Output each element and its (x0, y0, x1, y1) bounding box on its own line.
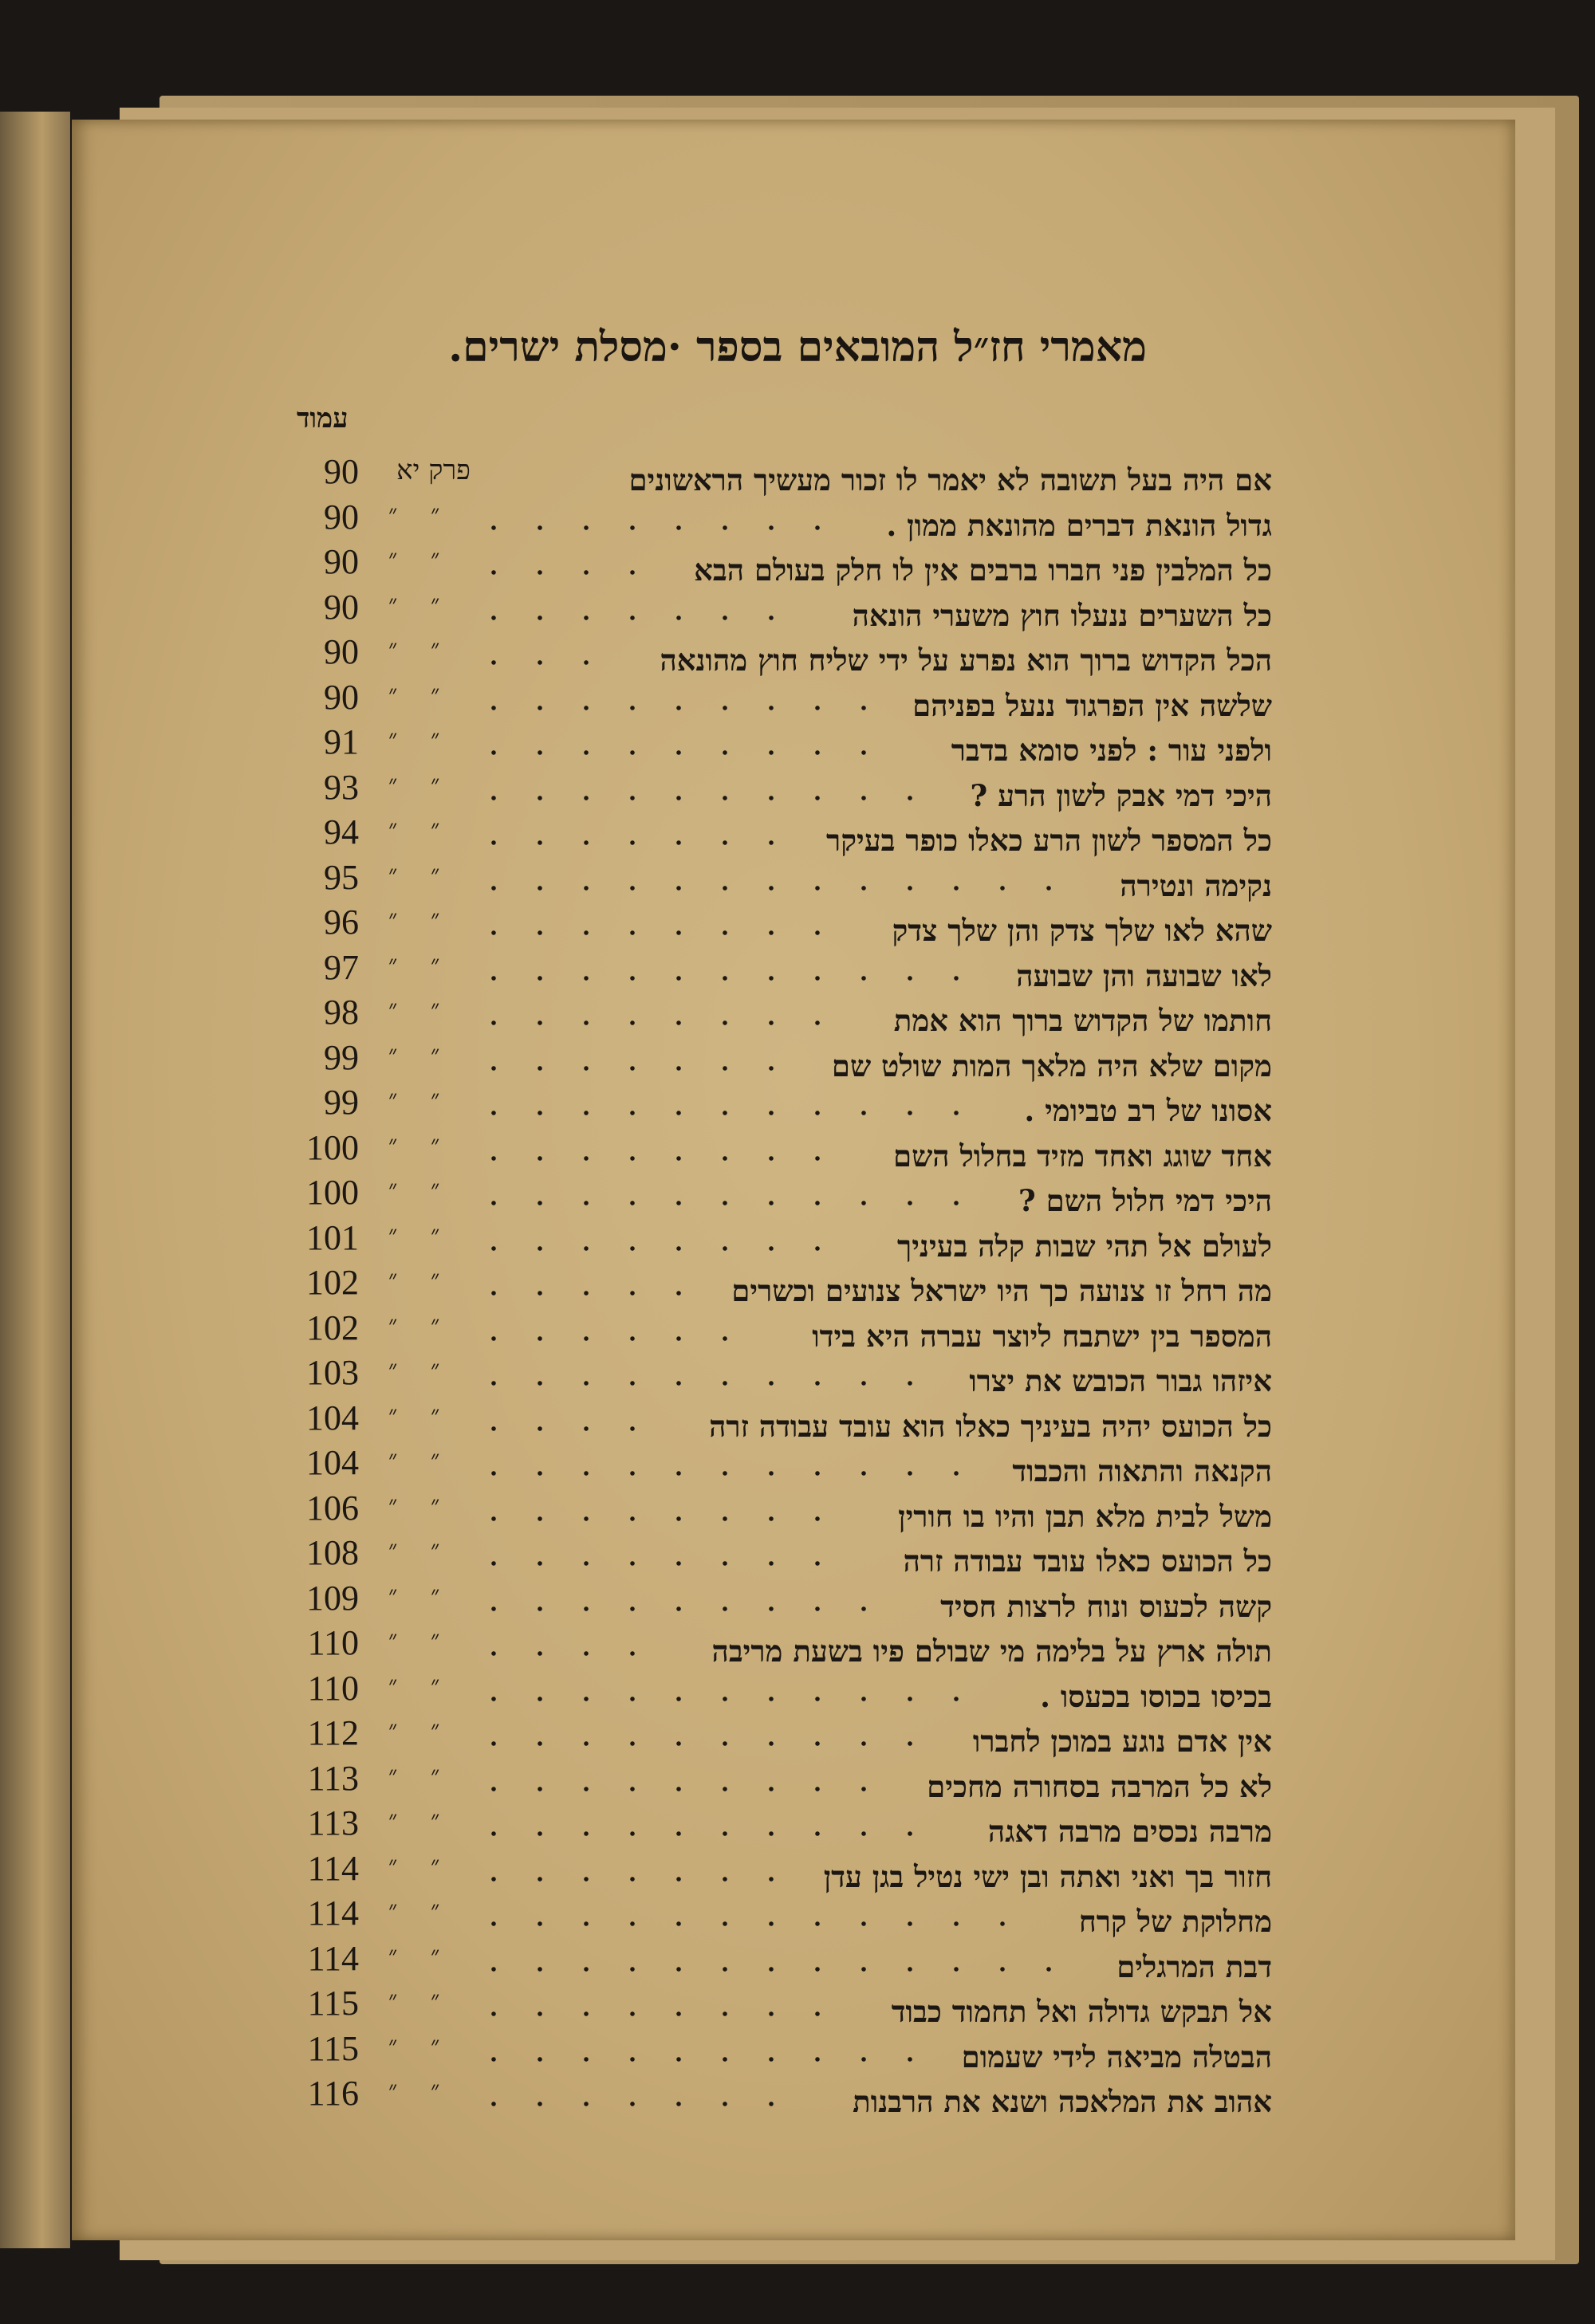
entry-text: גדול הונאת דברים מהונאת ממון . (886, 507, 1272, 543)
leader-dots (471, 660, 609, 665)
ditto-mark: ״ (388, 769, 398, 798)
entry-text: לעולם אל תהי שבות קלה בעיניך (897, 1228, 1272, 1264)
leader-dots (471, 1516, 841, 1521)
list-item (0, 1533, 1595, 1581)
entry-text: היכי דמי אבק לשון הרע ? (970, 777, 1272, 813)
ditto-mark: ״ (431, 499, 440, 528)
entry-text: אסונו של רב טביומי . (1024, 1093, 1272, 1128)
leader-dots (471, 2102, 794, 2106)
leader-dots (471, 1336, 748, 1341)
entry-text: בכיסו בכוסו בכעסו . (1040, 1678, 1272, 1714)
list-item (0, 454, 1595, 500)
list-item (0, 1127, 1595, 1176)
leader-dots (471, 1967, 1072, 1972)
entry-text: מחלוקת של קרח (1078, 1904, 1272, 1939)
entry-text: לא כל המרבה בסחורה מחכים (927, 1768, 1272, 1804)
page-number: 99 (324, 1083, 359, 1122)
ditto-mark: ״ (388, 1175, 398, 1203)
ditto-mark: ״ (388, 1355, 398, 1383)
entry-text: אם היה בעל תשובה לא יאמר לו זכור מעשיך הראשונים (628, 462, 1272, 497)
page-number: 106 (306, 1488, 359, 1528)
entry-text: שלשה אין הפרגוד ננעל בפניהם (912, 687, 1272, 723)
ditto-mark: ״ (388, 1760, 398, 1789)
entry-text: מה רחל זו צנועה כך היו ישראל צנועים וכשרים (731, 1273, 1272, 1308)
page-number: 90 (324, 542, 359, 581)
ditto-mark: ״ (431, 1716, 440, 1744)
ditto-mark: ״ (388, 635, 398, 663)
page-title: מאמרי חז״ל המובאים בספר ·מסלת ישרים. (448, 323, 1147, 372)
leader-dots (471, 1201, 979, 1205)
ditto-mark: ״ (431, 1175, 440, 1203)
list-item (0, 1623, 1595, 1671)
leader-dots (471, 1291, 702, 1296)
list-item (0, 1578, 1595, 1626)
page-number: 110 (307, 1623, 359, 1662)
page-number: 101 (306, 1217, 359, 1257)
list-item (0, 587, 1595, 635)
ditto-mark: ״ (388, 859, 398, 888)
page-number: 102 (306, 1263, 359, 1302)
list-item (0, 1175, 1595, 1221)
ditto-mark: ״ (431, 950, 440, 978)
list-item (0, 2028, 1595, 2077)
leader-dots (471, 1111, 979, 1115)
page-number: 98 (324, 993, 359, 1032)
ditto-mark: ״ (388, 679, 398, 708)
chapter-label: פרק יא (396, 454, 471, 486)
entry-text: הכל הקדוש ברוך הוא נפרע על ידי שליח חוץ מהונאה (660, 643, 1272, 678)
page-number: 100 (306, 1173, 359, 1212)
list-item (0, 947, 1595, 996)
index-list (0, 454, 1595, 2121)
page-number: 95 (324, 857, 359, 897)
ditto-mark: ״ (431, 1850, 440, 1879)
list-item (0, 1848, 1595, 1897)
ditto-mark: ״ (388, 1806, 398, 1834)
ditto-mark: ״ (388, 1626, 398, 1654)
list-item (0, 767, 1595, 816)
entry-text: הקנאה והתאוה והכבוד (1012, 1453, 1272, 1488)
ditto-mark: ״ (388, 2031, 398, 2059)
entry-text: המספר בין ישתבח ליוצר עברה היא בידו (812, 1318, 1272, 1354)
ditto-mark: ״ (431, 1040, 440, 1068)
entry-text: כל המספר לשון הרע כאלו כופר בעיקר (826, 823, 1272, 858)
ditto-mark: ״ (431, 1896, 440, 1924)
leader-dots (471, 1561, 841, 1566)
leader-dots (471, 2011, 841, 2016)
entry-text: משל לבית מלא תבן והיו בו חורין (898, 1498, 1272, 1534)
leader-dots (471, 1156, 841, 1161)
entry-text: מקום שלא היה מלאך המות שולט שם (831, 1048, 1272, 1083)
entry-text: אהוב את המלאכה ושנא את הרבנות (853, 2084, 1272, 2119)
entry-text: תולה ארץ על בלימה מי שבולם פיו בשעת מריבה (711, 1634, 1272, 1669)
ditto-mark: ״ (388, 1310, 398, 1339)
ditto-mark: ״ (431, 1536, 440, 1563)
page-number: 104 (306, 1398, 359, 1437)
ditto-mark: ״ (388, 1445, 398, 1473)
ditto-mark: ״ (431, 1760, 440, 1789)
ditto-mark: ״ (388, 545, 398, 572)
list-item (0, 1803, 1595, 1851)
page-number: 93 (324, 767, 359, 807)
ditto-mark: ״ (431, 725, 440, 753)
list-item (0, 1355, 1595, 1401)
ditto-mark: ״ (431, 1670, 440, 1699)
ditto-mark: ״ (388, 815, 398, 843)
leader-dots (471, 976, 979, 981)
ditto-mark: ״ (388, 589, 398, 618)
page-number: 94 (324, 812, 359, 851)
entry-text: חזור בך ואני ואתה ובן ישי נטיל בגן עדן (823, 1858, 1272, 1894)
ditto-mark: ״ (431, 1085, 440, 1113)
ditto-mark: ״ (431, 995, 440, 1023)
ditto-mark: ״ (388, 1040, 398, 1068)
ditto-mark: ״ (388, 499, 398, 528)
leader-dots (471, 615, 794, 620)
entry-text: מרבה נכסים מרבה דאגה (987, 1814, 1272, 1849)
ditto-mark: ״ (431, 1310, 440, 1339)
ditto-mark: ״ (388, 1986, 398, 2014)
ditto-mark: ״ (431, 769, 440, 798)
leader-dots (471, 570, 656, 575)
leader-dots (471, 525, 841, 530)
page-number: 115 (307, 1984, 359, 2023)
page-number: 114 (307, 1938, 359, 1978)
list-item (0, 2076, 1595, 2121)
leader-dots (471, 1651, 656, 1656)
list-item (0, 1037, 1595, 1086)
ditto-mark: ״ (388, 905, 398, 933)
page-number: 97 (324, 947, 359, 987)
leader-dots (471, 1020, 841, 1025)
list-item (0, 542, 1595, 590)
page-number: 96 (324, 902, 359, 942)
ditto-mark: ״ (431, 635, 440, 663)
leader-dots (471, 1831, 933, 1836)
entry-text: היכי דמי חלול השם ? (1018, 1183, 1272, 1218)
page-number: 103 (306, 1353, 359, 1392)
list-item (0, 1758, 1595, 1807)
ditto-mark: ״ (431, 1445, 440, 1473)
ditto-mark: ״ (431, 1130, 440, 1158)
page-number: 99 (324, 1037, 359, 1077)
ditto-mark: ״ (431, 1355, 440, 1383)
list-item (0, 1893, 1595, 1941)
ditto-mark: ״ (431, 1220, 440, 1249)
ditto-mark: ״ (431, 2076, 440, 2104)
list-item (0, 1488, 1595, 1536)
leader-dots (471, 2057, 933, 2062)
ditto-mark: ״ (388, 1716, 398, 1744)
ditto-mark: ״ (431, 905, 440, 933)
ditto-mark: ״ (388, 950, 398, 978)
page-number: 90 (324, 587, 359, 627)
entry-text: כל המלבין פני חברו ברבים אין לו חלק בעולם הבא (694, 552, 1272, 588)
leader-dots (471, 886, 1072, 891)
ditto-mark: ״ (431, 1986, 440, 2014)
ditto-mark: ״ (388, 1850, 398, 1879)
entry-text: אין אדם נוגע במוכן לחברו (972, 1724, 1272, 1759)
list-item (0, 1085, 1595, 1131)
leader-dots (471, 1381, 933, 1386)
ditto-mark: ״ (388, 1670, 398, 1699)
ditto-mark: ״ (431, 1806, 440, 1834)
list-item (0, 677, 1595, 726)
ditto-mark: ״ (431, 1400, 440, 1429)
list-item (0, 632, 1595, 680)
list-item (0, 1668, 1595, 1716)
ditto-mark: ״ (431, 545, 440, 572)
entry-text: אל תבקש גדולה ואל תחמוד כבוד (891, 1994, 1272, 2029)
page-number: 104 (306, 1443, 359, 1482)
entry-text: חותמו של הקדוש ברוך הוא אמת (893, 1003, 1272, 1038)
leader-dots (471, 796, 933, 800)
page-number: 100 (306, 1127, 359, 1167)
list-item (0, 857, 1595, 906)
ditto-mark: ״ (388, 725, 398, 753)
list-item (0, 995, 1595, 1040)
entry-text: ולפני עור : לפני סומא בדבר (951, 733, 1272, 768)
list-item (0, 812, 1595, 860)
page-number: 110 (307, 1668, 359, 1708)
ditto-mark: ״ (431, 1626, 440, 1654)
list-item (0, 902, 1595, 950)
page-number: 114 (307, 1848, 359, 1888)
list-item (0, 1265, 1595, 1311)
page-number: 102 (306, 1307, 359, 1347)
entry-text: קשה לכעוס ונוח לרצות חסיד (940, 1588, 1272, 1624)
list-item (0, 1398, 1595, 1446)
leader-dots (471, 930, 841, 935)
ditto-mark: ״ (431, 815, 440, 843)
entry-text: כל הכועס יהיה בעיניך כאלו הוא עובד עבודה זרה (709, 1408, 1272, 1444)
ditto-mark: ״ (388, 1536, 398, 1563)
page-number: 90 (324, 497, 359, 537)
ditto-mark: ״ (388, 1490, 398, 1519)
ditto-mark: ״ (431, 1580, 440, 1609)
leader-dots (471, 750, 887, 755)
page-number: 113 (307, 1758, 359, 1798)
page-number: 116 (307, 2074, 359, 2113)
leader-dots (471, 1606, 887, 1611)
page-number: 108 (306, 1533, 359, 1572)
leader-dots (471, 1921, 1026, 1926)
list-item (0, 1217, 1595, 1266)
list-item (0, 1713, 1595, 1761)
leader-dots (471, 706, 887, 710)
entry-text: שהא לאו שלך צדק והן שלך צדק (892, 913, 1272, 948)
page-number: 91 (324, 722, 359, 761)
leader-dots (471, 1741, 933, 1746)
ditto-mark: ״ (388, 1130, 398, 1158)
ditto-mark: ״ (431, 2031, 440, 2059)
entry-text: כל השערים ננעלו חוץ משערי הונאה (852, 597, 1272, 633)
ditto-mark: ״ (388, 1220, 398, 1249)
page-number: 109 (306, 1578, 359, 1618)
list-item (0, 497, 1595, 545)
entry-text: לאו שבועה והן שבועה (1016, 958, 1272, 993)
list-item (0, 1986, 1595, 2031)
leader-dots (471, 1471, 979, 1476)
list-item (0, 1307, 1595, 1356)
page-number: 90 (324, 677, 359, 717)
ditto-mark: ״ (431, 1941, 440, 1969)
ditto-mark: ״ (388, 1400, 398, 1429)
page-number: 90 (324, 632, 359, 671)
entry-text: דבת המרגלים (1116, 1948, 1272, 1984)
leader-dots (471, 1787, 887, 1791)
entry-text: איזהו גבור הכובש את יצרו (969, 1363, 1272, 1398)
ditto-mark: ״ (431, 1490, 440, 1519)
ditto-mark: ״ (431, 679, 440, 708)
list-item (0, 1938, 1595, 1987)
page-number: 114 (307, 1893, 359, 1933)
page-number: 115 (307, 2028, 359, 2068)
leader-dots (471, 1426, 656, 1431)
page-column-header: עמוד (297, 403, 349, 435)
ditto-mark: ״ (431, 859, 440, 888)
leader-dots (471, 1697, 979, 1701)
page-number: 112 (307, 1713, 359, 1752)
page-number: 113 (307, 1803, 359, 1842)
ditto-mark: ״ (388, 1580, 398, 1609)
ditto-mark: ״ (431, 589, 440, 618)
entry-text: הבטלה מביאה לידי שעמום (961, 2039, 1272, 2074)
leader-dots (471, 1877, 794, 1882)
ditto-mark: ״ (388, 995, 398, 1023)
ditto-mark: ״ (388, 2076, 398, 2104)
entry-text: אחד שוגג ואחד מזיד בחלול השם (893, 1138, 1272, 1174)
ditto-mark: ״ (431, 1265, 440, 1293)
leader-dots (471, 1246, 841, 1251)
list-item (0, 1445, 1595, 1491)
leader-dots (471, 840, 794, 845)
ditto-mark: ״ (388, 1896, 398, 1924)
list-item (0, 722, 1595, 770)
ditto-mark: ״ (388, 1941, 398, 1969)
entry-text: כל הכועס כאלו עובד עבודה זרה (903, 1543, 1272, 1579)
ditto-mark: ״ (388, 1085, 398, 1113)
page-number: 90 (324, 452, 359, 491)
entry-text: נקימה ונטירה (1120, 867, 1272, 903)
leader-dots (471, 1066, 794, 1071)
ditto-mark: ״ (388, 1265, 398, 1293)
